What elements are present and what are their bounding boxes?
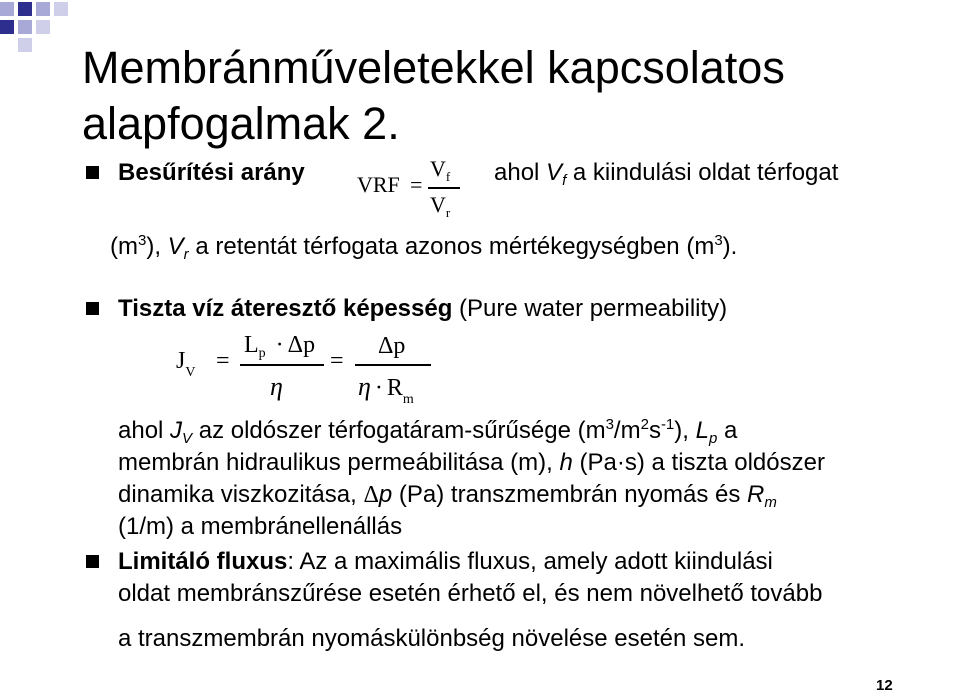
permeability-desc-line-1: ahol $J_V$ az oldószer térfogatáram-sűrűsége $(m^3/m^2s^{-1})$, $L_p$ a xyxy=(118,416,738,447)
vrf-denominator: $V_r$ xyxy=(430,192,451,220)
permeability-desc-line-3: dinamika viszkozitása, Δp (Pa) transzmembrán nyomás és $R_m$ xyxy=(118,481,777,511)
vrf-numerator: $V_f$ xyxy=(430,156,451,184)
flux-line-2: oldat membránszűrése esetén érhető el, és nem növelhető tovább xyxy=(118,580,823,607)
vrf-description: ahol $V_f$ a kiindulási oldat térfogat xyxy=(494,159,839,189)
permeability-desc-line-4: (1/m) a membránellenállás xyxy=(118,513,403,540)
vrf-fraction-bar xyxy=(428,187,460,189)
slide-title xyxy=(82,40,785,152)
formula-numerator-2: Δp xyxy=(378,333,406,359)
formula-J: $J_V$ xyxy=(176,348,196,380)
flux-line-3: a transzmembrán nyomáskülönbség növelése esetén sem. xyxy=(118,625,745,652)
formula-denominator-1: η xyxy=(270,372,283,401)
formula-fraction-bar-1 xyxy=(240,364,324,366)
permeability-heading: Tiszta víz áteresztő képesség (Pure water permeability) xyxy=(118,295,728,322)
flux-line-1: Limitáló fluxus: Az a maximális fluxus, amely adott kiindulási xyxy=(118,548,773,575)
bullet-marker xyxy=(86,555,99,568)
vrf-label: Besűrítési arány xyxy=(118,159,305,186)
formula-fraction-bar-2 xyxy=(355,364,431,366)
page-number: 12 xyxy=(876,677,893,694)
formula-numerator-1: $L_p \cdot \Delta p$ xyxy=(244,332,316,361)
vrf-description-line-2: $(m^3)$, $V_r$ a retentát térfogata azonos mértékegységben $(m^3)$. xyxy=(110,232,738,263)
formula-equals-2: = xyxy=(330,348,344,374)
corner-decoration xyxy=(0,0,80,60)
title-line-2: alapfogalmak 2. xyxy=(82,98,400,149)
permeability-desc-line-2: membrán hidraulikus permeábilitása (m), h (Pa·s) a tiszta oldószer xyxy=(118,449,825,476)
title-line-1: Membránműveletekkel kapcsolatos xyxy=(82,42,785,93)
formula-denominator-2: $\eta \cdot R_m$ xyxy=(358,372,414,407)
bullet-marker xyxy=(86,302,99,315)
formula-equals-1: = xyxy=(216,348,230,374)
bullet-marker xyxy=(86,166,99,179)
vrf-equals: = xyxy=(410,172,423,197)
vrf-lhs: VRF xyxy=(357,172,400,197)
